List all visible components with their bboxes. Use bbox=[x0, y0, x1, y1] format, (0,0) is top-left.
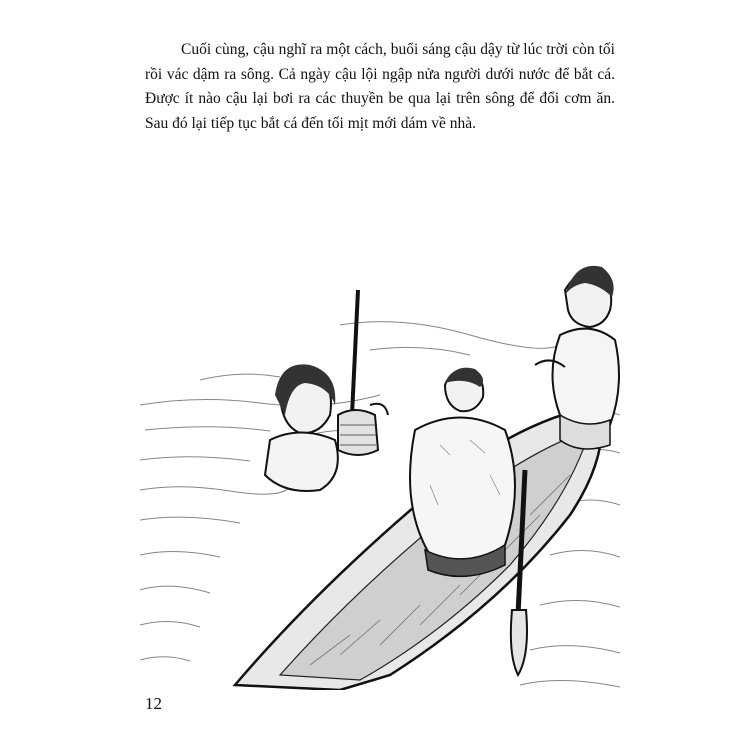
woman-in-water bbox=[265, 364, 338, 491]
river-boat-illustration-icon bbox=[140, 255, 620, 690]
sitting-man bbox=[410, 368, 515, 577]
fish-trap bbox=[338, 290, 388, 455]
page-number: 12 bbox=[145, 694, 162, 713]
story-paragraph: Cuối cùng, cậu nghĩ ra một cách, buổi sáng cậu dậy từ lúc trời còn tối rồi vác dậm ra sông. Cả ngày cậu lội ngập nửa người dưới nước để bắt cá. Được ít nào cậu lại bơi ra các thuyền be qua lại trên sông để đổi cơm ăn. Sau đó lại tiếp tục bắt cá đến tối mịt mới dám về nhà. bbox=[145, 41, 615, 132]
story-text-block bbox=[145, 38, 615, 136]
